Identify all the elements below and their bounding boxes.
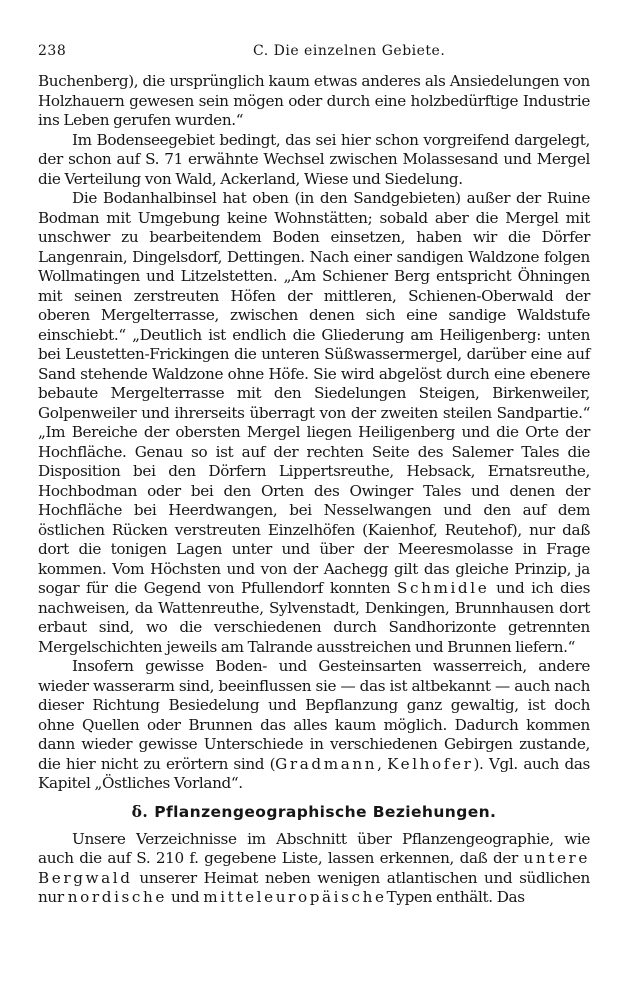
paragraph-text: Im Bodenseegebiet bedingt, das sei hier schon vorgreifend dargelegt, der schon auf S. 71 erwähnte Wechsel zwischen Molassesand und Mergel die Verteilung von Wald, Ackerland, Wiese und Siedelung. <box>38 130 590 188</box>
paragraph-text: und ich dies nachweisen, da Wattenreuthe, Sylvenstadt, Denkingen, Brunnhausen dort erbaut sind, wo die verschiedenen durch Sandhorizonte getrennten Mergelschichten jeweils am Talrande ausstreichen und Brunnen liefern.“ <box>38 579 591 656</box>
spaced-name-schmidle: Schmidle <box>396 579 490 597</box>
paragraph-text: ). Vgl. auch das Kapitel „Östliches Vorland“. <box>38 754 590 792</box>
spaced-term-mitteleuropaeische: mitteleuropäische <box>203 888 387 906</box>
section-title: Pflanzengeographische Beziehungen. <box>154 802 497 821</box>
paragraph-text: Insofern gewisse Boden- und Gesteinsarten wasserreich, andere wieder wasserarm sind, beeinflussen sie — das ist altbekannt — auch nach dieser Richtung Besiedelung und Bepflanzung ganz gewaltig, ist doch ohne Quellen oder Brunnen das alles kaum möglich. Dadurch kommen dann wieder gewisse Unterschiede in verschiedenen Gebirgen zustande, die hier nicht zu erörtern sind ( <box>38 657 590 773</box>
paragraph-text: Buchenberg), die ursprünglich kaum etwas anderes als Ansiedelungen von Holzhauern gewesen sein mögen oder durch eine holzbedürftige Industrie ins Leben gerufen wurden.“ <box>38 72 590 129</box>
paragraph-text: und <box>170 888 200 906</box>
paragraph-text: unserer Heimat neben wenigen atlantischen und südlichen nur <box>38 868 590 906</box>
paragraph-pflanzengeographie <box>38 830 590 908</box>
page-header <box>38 40 590 62</box>
paragraph-continuation <box>38 72 590 131</box>
name-separator: , <box>377 754 388 773</box>
spaced-term-nordische: nordische <box>67 888 167 906</box>
spaced-term-unterer-bergwald: untere Bergwald <box>38 849 590 887</box>
paragraph-bodenseegebiet <box>38 131 590 190</box>
page-body <box>38 72 590 908</box>
section-heading <box>38 802 590 822</box>
page-number: 238 <box>38 43 67 59</box>
spaced-name-gradmann: Gradmann <box>275 754 378 773</box>
paragraph-text: Typen enthält. Das <box>386 888 525 906</box>
spaced-name-kelhofer: Kelhofer <box>387 754 474 773</box>
paragraph-bodanhalbinsel <box>38 189 590 657</box>
running-head: C. Die einzelnen Gebiete. <box>253 43 446 59</box>
section-number: δ. <box>131 801 149 821</box>
paragraph-text: Unsere Verzeichnisse im Abschnitt über Pflanzengeographie, wie auch die auf S. 210 f. gegebene Liste, lassen erkennen, daß der <box>38 829 590 867</box>
paragraph-text: Die Bodanhalbinsel hat oben (in den Sandgebieten) außer der Ruine Bodman mit Umgebung keine Wohnstätten; sobald aber die Mergel mit unschwer zu bearbeitendem Boden einsetzen, haben wir die Dörfer Langenrain, Dingelsdorf, Dettingen. Nach einer sandigen Waldzone folgen Wollmatingen und Litzelstetten. „Am Schiener Berg entspricht Öhningen mit seinen zerstreuten Höfen der mittleren, Schienen-Oberwald der oberen Mergelterrasse, zwischen denen sich eine sandige Waldstufe einschiebt.“ „Deutlich ist endlich die Gliederung am Heiligenberg: unten bei Leustetten-Frickingen die unteren Süßwassermergel, darüber eine auf Sand stehende Waldzone ohne Höfe. Sie wird abgelöst durch eine ebenere bebaute Mergelterrasse mit den Siedelungen Steigen, Birkenweiler, Golpenweiler und ihrerseits überragt von der zweiten steilen Sandpartie.“ „Im Bereiche der obersten Mergel liegen Heiligenberg und die Orte der Hochfläche. Genau so ist auf der rechten Seite des Salemer Tales die Disposition bei den Dörfern Lippertsreuthe, Hebsack, Ernatsreuthe, Hochbodman oder bei den Orten des Owinger Tales und denen der Hochfläche bei Heerdwangen, bei Nesselwangen und den auf dem östlichen Rücken verstreuten Einzelhöfen (Kaienhof, Reutehof), nur daß dort die tonigen Lagen unter und über der Meeresmolasse in Frage kommen. Vom Höchsten und von der Aachegg gilt das gleiche Prinzip, ja sogar für die Gegend von Pfullendorf konnten <box>38 189 590 597</box>
paragraph-boden-gesteinsarten <box>38 657 590 794</box>
